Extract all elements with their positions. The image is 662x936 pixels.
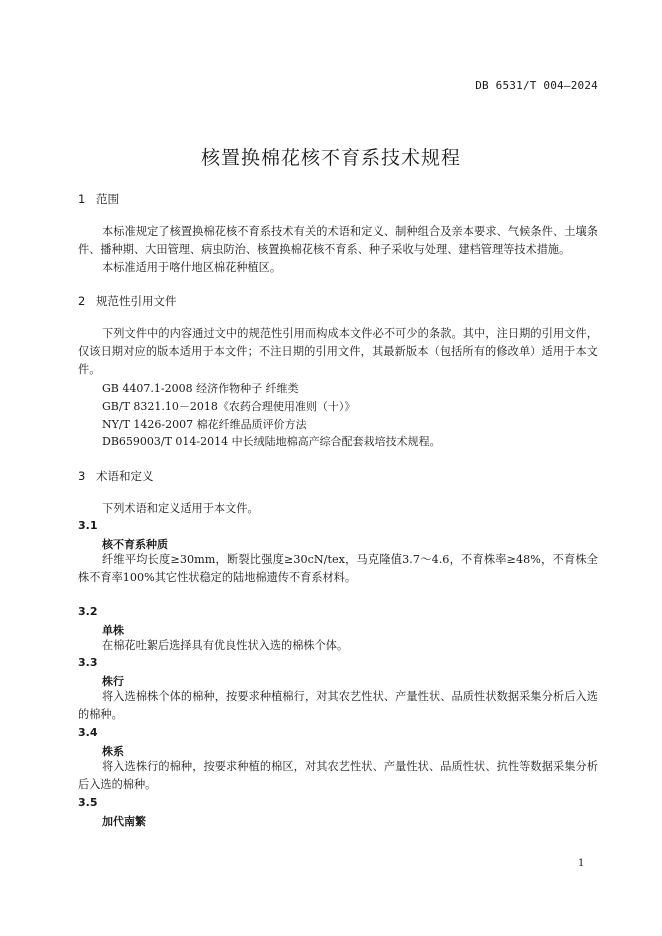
section-heading-normative-references (78, 293, 177, 309)
section-title: 术语和定义 (96, 469, 154, 483)
section-title: 规范性引用文件 (96, 294, 177, 308)
reference-item: DB659003/T 014-2014 中长绒陆地棉高产综合配套栽培技术规程。 (102, 435, 441, 448)
section-number: 2 (78, 294, 86, 308)
term-definition: 将入选棉株个体的棉种，按要求种植棉行，对其农艺性状、产量性状、品质性状数据采集分析后入选的棉种。 (78, 690, 598, 721)
page-number: 1 (578, 858, 585, 869)
term-number: 3.5 (78, 796, 98, 809)
reference-item: GB/T 8321.10－2018《农药合理使用准则（十）》 (102, 400, 356, 413)
section-heading-scope (78, 191, 119, 207)
section-number: 3 (78, 469, 86, 483)
section-heading-terms (78, 468, 154, 484)
scope-paragraph: 本标准规定了核置换棉花核不育系技术有关的术语和定义、制种组合及亲本要求、气候条件、土壤条件、播种期、大田管理、病虫防治、核置换棉花核不育系、种子采收与处理、建档管理等技术措施。 (78, 225, 598, 256)
term-name: 核不育系种质 (102, 538, 168, 551)
term-definition: 将入选株行的棉种，按要求种植的棉区，对其农艺性状、产量性状、品质性状、抗性等数据采集分析后入选的棉种。 (78, 760, 598, 791)
term-name: 单株 (102, 624, 124, 637)
scope-applicability: 本标准适用于喀什地区棉花种植区。 (102, 261, 282, 274)
document-number: DB 6531/T 004—2024 (475, 79, 598, 92)
term-definition: 纤维平均长度≥30mm，断裂比强度≥30cN/tex，马克隆值3.7～4.6，不育株率≥48%，不育株全株不育率100%其它性状稳定的陆地棉遗传不育系材料。 (78, 553, 598, 584)
term-name: 株行 (102, 675, 124, 688)
document-title: 核置换棉花核不育系技术规程 (200, 147, 461, 169)
terms-intro: 下列术语和定义适用于本文件。 (102, 502, 259, 515)
term-name: 株系 (102, 745, 124, 758)
section-number: 1 (78, 192, 86, 206)
term-number: 3.3 (78, 656, 98, 669)
term-number: 3.1 (78, 519, 98, 532)
references-paragraph: 下列文件中的内容通过文中的规范性引用而构成本文件必不可少的条款。其中，注日期的引用文件，仅该日期对应的版本适用于本文件；不注日期的引用文件，其最新版本（包括所有的修改单）适用于本文件。 (78, 327, 598, 376)
section-title: 范围 (96, 192, 119, 206)
term-name: 加代南繁 (102, 815, 146, 828)
term-number: 3.4 (78, 726, 98, 739)
term-definition: 在棉花吐絮后选择具有优良性状入选的棉株个体。 (102, 639, 349, 652)
reference-item: NY/T 1426-2007 棉花纤维品质评价方法 (102, 418, 307, 431)
reference-item: GB 4407.1-2008 经济作物种子 纤维类 (102, 382, 299, 395)
term-number: 3.2 (78, 605, 98, 618)
